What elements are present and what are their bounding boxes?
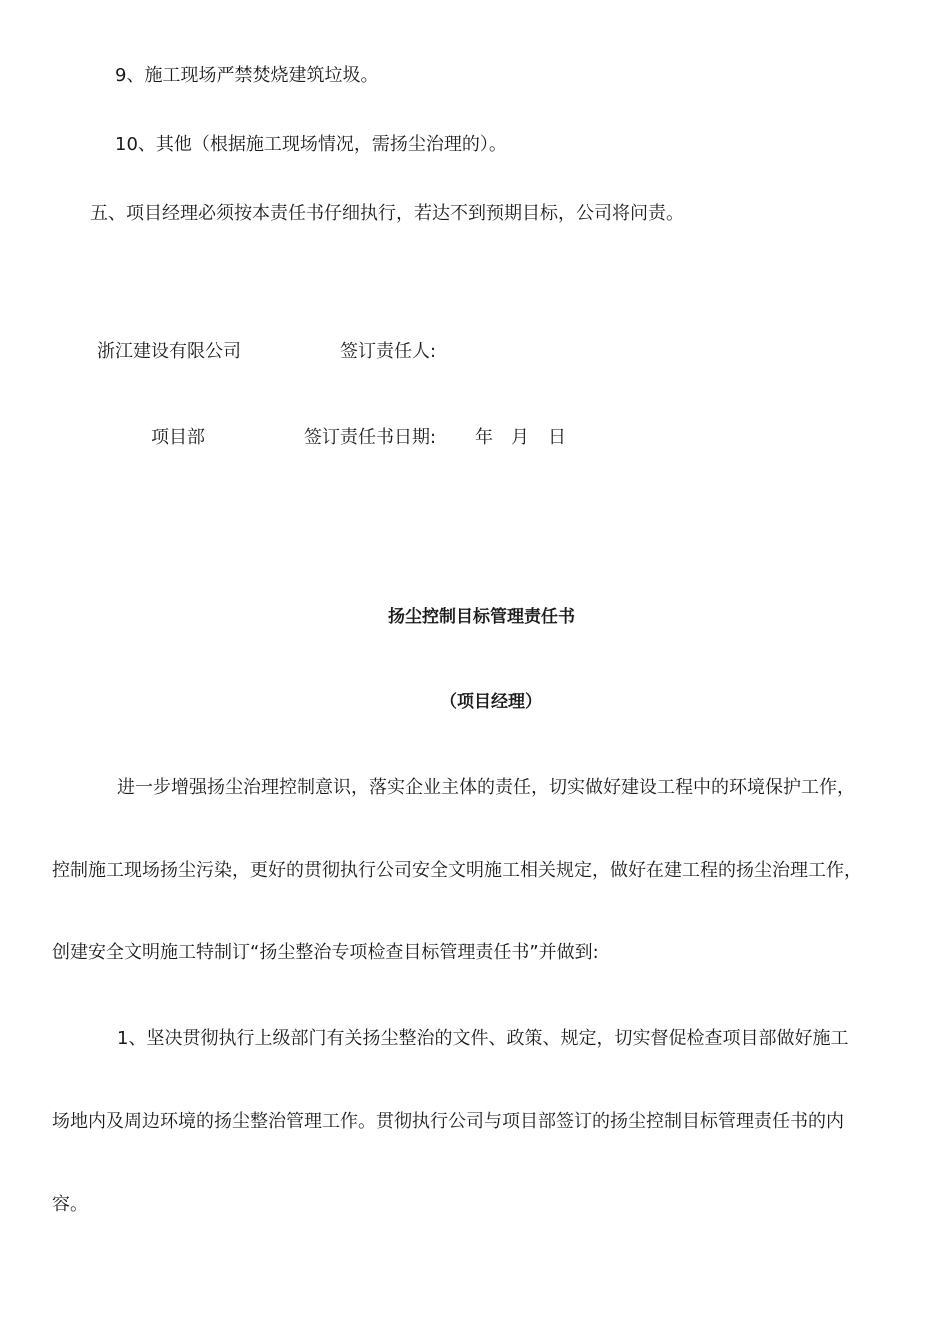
signature-company: 浙江建设有限公司 xyxy=(97,341,241,362)
point-1-line-1: 1、坚决贯彻执行上级部门有关扬尘整治的文件、政策、规定，切实督促检查项目部做好施工 xyxy=(117,1028,849,1049)
signature-year: 年 xyxy=(475,427,493,448)
signature-department: 项目部 xyxy=(151,427,205,448)
list-item-five: 五、项目经理必须按本责任书仔细执行，若达不到预期目标，公司将问责。 xyxy=(90,203,684,224)
list-item-10: 10、其他（根据施工现场情况，需扬尘治理的）。 xyxy=(115,134,507,155)
signature-month: 月 xyxy=(511,427,529,448)
signature-signer-label: 签订责任人: xyxy=(340,341,437,362)
signature-day: 日 xyxy=(548,427,566,448)
point-1-line-3: 容。 xyxy=(52,1194,88,1215)
document-subtitle: （项目经理） xyxy=(440,692,542,712)
intro-line-3: 创建安全文明施工特制订“扬尘整治专项检查目标管理责任书”并做到: xyxy=(52,942,599,963)
list-item-9: 9、施工现场严禁焚烧建筑垃圾。 xyxy=(115,65,379,86)
intro-line-2: 控制施工现场扬尘污染，更好的贯彻执行公司安全文明施工相关规定，做好在建工程的扬尘治理工作， xyxy=(52,860,862,881)
intro-line-1: 进一步增强扬尘治理控制意识，落实企业主体的责任，切实做好建设工程中的环境保护工作， xyxy=(117,777,855,798)
signature-date-label: 签订责任书日期: xyxy=(304,427,437,448)
document-title: 扬尘控制目标管理责任书 xyxy=(388,607,575,627)
point-1-line-2: 场地内及周边环境的扬尘整治管理工作。贯彻执行公司与项目部签订的扬尘控制目标管理责任书的内 xyxy=(52,1111,844,1132)
